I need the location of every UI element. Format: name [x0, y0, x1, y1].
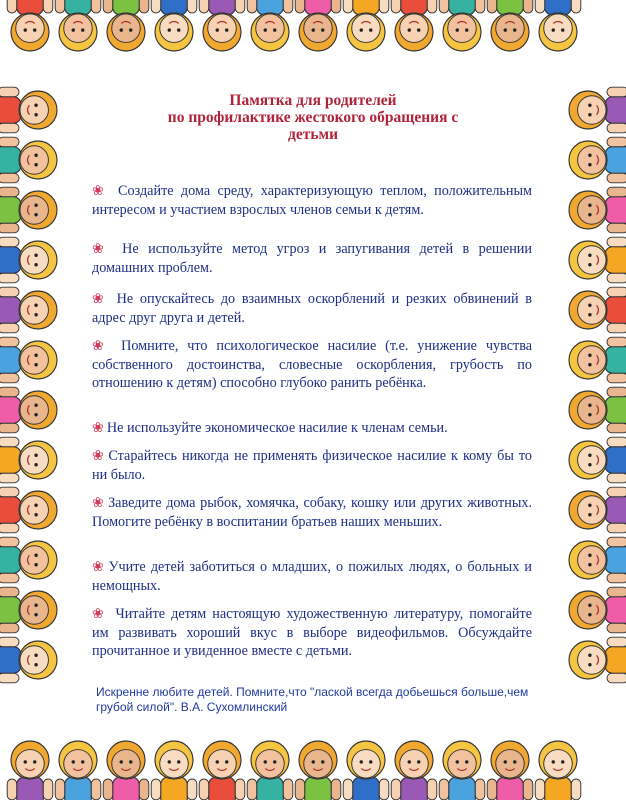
- cartoon-child-icon: [569, 87, 626, 133]
- memo-item-8: [92, 558, 532, 595]
- flower-bullet-icon: ❀: [92, 606, 107, 622]
- cartoon-child-icon: [247, 0, 293, 51]
- flower-bullet-icon: ❀: [92, 448, 106, 464]
- cartoon-child-icon: [7, 0, 53, 51]
- cartoon-child-icon: [535, 0, 581, 51]
- memo-item-9: [92, 605, 532, 661]
- cartoon-child-icon: [0, 387, 57, 433]
- title-line-3: детьми: [287, 126, 339, 143]
- cartoon-child-icon: [0, 137, 57, 183]
- memo-item-text: Создайте дома среду, характеризующую теплом, положительным интересом и участием взрослых членов семьи к детям.: [92, 183, 532, 218]
- flower-bullet-icon: ❀: [92, 559, 106, 575]
- cartoon-child-icon: [0, 587, 57, 633]
- cartoon-child-icon: [569, 587, 626, 633]
- memo-item-6: [92, 447, 532, 484]
- cartoon-child-icon: [569, 287, 626, 333]
- cartoon-child-icon: [199, 0, 245, 51]
- cartoon-child-icon: [295, 741, 341, 800]
- cartoon-child-icon: [569, 487, 626, 533]
- flower-bullet-icon: ❀: [92, 495, 106, 511]
- memo-item-text: Не используйте метод угроз и запугивания детей в решении домашних проблем.: [92, 241, 532, 276]
- cartoon-child-icon: [569, 437, 626, 483]
- cartoon-child-icon: [569, 237, 626, 283]
- cartoon-child-icon: [569, 137, 626, 183]
- quote-line-1: Искренне любите детей. Помните,что "лаской всегда добьешься больше,чем: [96, 685, 529, 699]
- sukhomlinsky-quote: [96, 685, 566, 715]
- cartoon-child-icon: [569, 537, 626, 583]
- cartoon-child-icon: [569, 387, 626, 433]
- cartoon-child-icon: [103, 741, 149, 800]
- cartoon-child-icon: [0, 487, 57, 533]
- cartoon-child-icon: [439, 0, 485, 51]
- cartoon-child-icon: [439, 741, 485, 800]
- memo-item-7: [92, 494, 532, 531]
- cartoon-child-icon: [199, 741, 245, 800]
- memo-item-text: Не опускайтесь до взаимных оскорблений и резких обвинений в адрес друг друга и детей.: [92, 291, 532, 326]
- cartoon-child-icon: [0, 87, 57, 133]
- memo-item-text: Заведите дома рыбок, хомячка, собаку, кошку или других животных. Помогите ребёнку в воспитании братьев наших меньших.: [92, 495, 532, 530]
- cartoon-child-icon: [7, 741, 53, 800]
- flower-bullet-icon: ❀: [92, 420, 104, 436]
- cartoon-child-icon: [151, 741, 197, 800]
- memo-item-4: [92, 337, 532, 393]
- cartoon-child-icon: [487, 0, 533, 51]
- memo-title: [100, 92, 526, 143]
- memo-item-text: Не используйте экономическое насилие к членам семьи.: [106, 420, 448, 436]
- flower-bullet-icon: ❀: [92, 338, 110, 354]
- cartoon-child-icon: [247, 741, 293, 800]
- title-line-2: по профилактике жестокого обращения с: [167, 109, 459, 126]
- title-line-1: Памятка для родителей: [229, 92, 397, 109]
- flower-bullet-icon: ❀: [92, 241, 110, 257]
- cartoon-child-icon: [391, 741, 437, 800]
- cartoon-child-icon: [487, 741, 533, 800]
- cartoon-child-icon: [103, 0, 149, 51]
- memo-item-text: Учите детей заботиться о младших, о пожилых людях, о больных и немощных.: [92, 559, 532, 594]
- memo-item-2: [92, 240, 532, 277]
- cartoon-child-icon: [569, 187, 626, 233]
- cartoon-child-icon: [55, 741, 101, 800]
- cartoon-child-icon: [569, 637, 626, 683]
- cartoon-child-icon: [55, 0, 101, 51]
- cartoon-child-icon: [151, 0, 197, 51]
- cartoon-child-icon: [0, 337, 57, 383]
- cartoon-child-icon: [569, 337, 626, 383]
- cartoon-child-icon: [343, 0, 389, 51]
- cartoon-child-icon: [0, 287, 57, 333]
- memo-item-5: [92, 419, 532, 438]
- memo-item-text: Старайтесь никогда не применять физическое насилие к кому бы то ни было.: [92, 448, 532, 483]
- cartoon-child-icon: [0, 537, 57, 583]
- cartoon-child-icon: [295, 0, 341, 51]
- memo-item-text: Читайте детям настоящую художественную литературу, помогайте им развивать хороший вкус в выборе видеофильмов. Обсуждайте прочитанное и увиденное вместе с детьми.: [92, 606, 533, 659]
- quote-line-2: грубой силой". В.А. Сухомлинский: [96, 700, 288, 714]
- flower-bullet-icon: ❀: [92, 183, 108, 199]
- cartoon-child-icon: [0, 637, 57, 683]
- flower-bullet-icon: ❀: [92, 291, 108, 307]
- cartoon-child-icon: [343, 741, 389, 800]
- memo-item-3: [92, 290, 532, 327]
- cartoon-child-icon: [535, 741, 581, 800]
- cartoon-child-icon: [0, 187, 57, 233]
- memo-item-1: [92, 182, 532, 219]
- cartoon-child-icon: [0, 437, 57, 483]
- cartoon-child-icon: [0, 237, 57, 283]
- memo-item-text: Помните, что психологическое насилие (т.е. унижение чувства собственного достоинства, словесные оскорбления, грубость по отношению к детям) способно глубоко ранить ребёнка.: [92, 338, 533, 391]
- cartoon-child-icon: [391, 0, 437, 51]
